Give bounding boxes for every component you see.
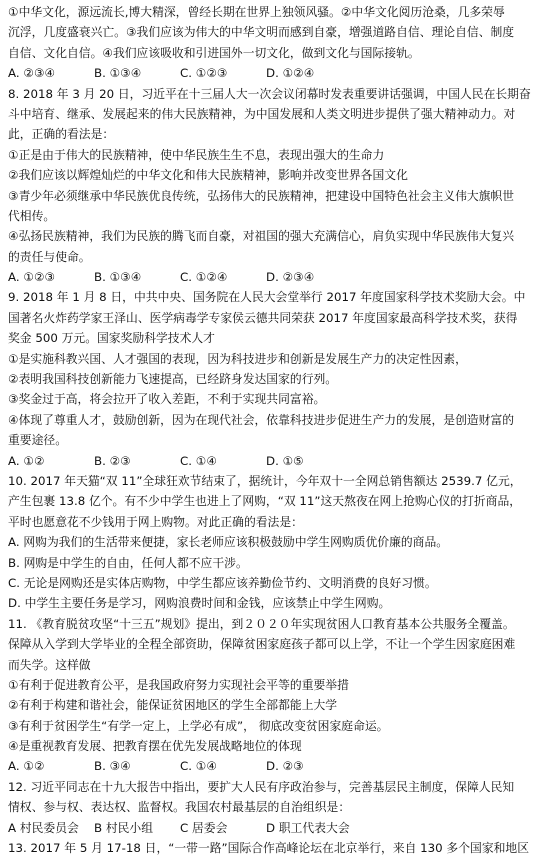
answer-option: A 村民委员会 (8, 820, 79, 835)
answer-option: D. ①②④ (266, 66, 315, 81)
answer-option: B. ③④ (94, 759, 131, 774)
answer-option: B. ①③④ (94, 270, 142, 285)
text-line: ④是重视教育发展、把教育摆在优先发展战略地位的体现 (8, 739, 302, 754)
text-line: 13. 2017 年 5 月 17-18 日，“一带一路”国际合作高峰论坛在北京举行，来自 130 多个国家和地区 (8, 841, 530, 856)
text-line: ③奖金过于高，将会拉开了收入差距，不利于实现共同富裕。 (8, 392, 326, 407)
text-line: C. 无论是网购还是实体店购物，中学生都应该养勤俭节约、文明消费的良好习惯。 (8, 575, 437, 590)
text-line: 的责任与使命。 (8, 249, 91, 264)
text-line: 10. 2017 年天猫“双 11”全球狂欢节结束了，据统计，今年双十一全网总销售额达 2539.7 亿元， (8, 473, 522, 488)
text-line: 斗中培育、继承、发展起来的伟大民族精神，为中国发展和人类文明进步提供了强大精神动力。对 (8, 106, 516, 121)
answer-option: C 居委会 (180, 820, 228, 835)
text-line: ④体现了尊重人才，鼓励创新，因为在现代社会，依靠科技进步促进生产力的发展，是创造财富的 (8, 412, 515, 427)
text-line: ③有利于贫困学生“有学一定上，上学必有成”， 彻底改变贫困家庭命运。 (8, 718, 389, 733)
text-line: 情权、参与权、表达权、监督权。我国农村最基层的自治组织是： (8, 800, 351, 815)
text-line: 国著名火炸药学家王泽山、医学病毒学专家侯云德共同荣获 2017 年度国家最高科学技术奖，获得 (8, 310, 518, 325)
text-line: 12. 习近平同志在十九大报告中指出，要扩大人民有序政治参与，完善基层民主制度，保障人民知 (8, 779, 515, 794)
exam-text-body (8, 2, 552, 858)
text-line: ①正是由于伟大的民族精神，使中华民族生生不息，表现出强大的生命力 (8, 147, 385, 162)
text-line: B. 网购是中学生的自由，任何人都不应干涉。 (8, 555, 248, 570)
text-line: ②我们应该以辉煌灿烂的中华文化和伟大民族精神，影响并改变世界各国文化 (8, 168, 408, 183)
text-line: 11. 《教育脱贫攻坚“十三五”规划》提出，到２０２０年实现贫困人口教育基本公共服务全覆盖。 (8, 616, 515, 631)
text-line: 奖金 500 万元。国家奖励科学技术人才 (8, 331, 215, 346)
text-line: ①是实施科教兴国、人才强国的表现，因为科技进步和创新是发展生产力的决定性因素， (8, 351, 467, 366)
answer-option: B. ②③ (94, 453, 131, 468)
answer-option: C. ①④ (180, 759, 217, 774)
text-line: 产生包裹 13.8 亿个。有不少中学生也进上了网购，“双 11”这天熬夜在网上抢购心仪的打折商品， (8, 494, 522, 509)
text-line: 而失学。这样做 (8, 657, 91, 672)
text-line: ②有利于构建和谐社会，能保证贫困地区的学生全部都能上大学 (8, 698, 338, 713)
answer-option: D. ②③ (266, 759, 304, 774)
answer-option: D. ①⑤ (266, 453, 304, 468)
text-line: A. 网购为我们的生活带来便捷，家长老师应该积极鼓励中学生网购质优价廉的商品。 (8, 535, 449, 550)
text-line: ②表明我国科技创新能力飞速提高，已经跻身发达国家的行列。 (8, 372, 338, 387)
text-line: 自信、文化自信。④我们应该吸收和引进国外一切文化，做到文化与国际接轨。 (8, 45, 420, 60)
answer-option: C. ①②③ (180, 66, 228, 81)
text-line: ①有利于促进教育公平，是我国政府努力实现社会平等的重要举措 (8, 677, 349, 692)
text-line: 保障从入学到大学毕业的全程全部资助，保障贫困家庭孩子都可以上学，不让一个学生因家庭困难 (8, 637, 516, 652)
answer-option: B. ①③④ (94, 66, 142, 81)
answer-option: C. ①②④ (180, 270, 228, 285)
answer-option: C. ①④ (180, 453, 217, 468)
text-line: 9. 2018 年 1 月 8 日，中共中央、国务院在人民大会堂举行 2017 年度国家科学技术奖励大会。中 (8, 290, 526, 305)
text-line: ③青少年必须继承中华民族优良传统，弘扬伟大的民族精神，把建设中国特色社会主义伟大旗帜世 (8, 188, 515, 203)
answer-options-row (8, 451, 552, 471)
answer-option: A. ①② (8, 759, 45, 774)
text-line: 代相传。 (8, 208, 56, 223)
answer-options-row (8, 267, 552, 287)
answer-option: D 职工代表大会 (266, 820, 350, 835)
text-line: ①中华文化，源远流长,博大精深，曾经长期在世界上独领风骚。②中华文化阅历沧桑，几多荣辱 (8, 5, 505, 19)
answer-option: B 村民小组 (94, 820, 154, 835)
answer-option: A. ②③④ (8, 66, 56, 81)
text-line: 沉浮，几度盛衰兴亡。③我们应该为伟大的中华文明而感到自豪，增强道路自信、理论自信、制度 (8, 25, 515, 40)
text-line: D. 中学生主要任务是学习，网购浪费时间和金钱，应该禁止中学生网购。 (8, 596, 391, 611)
answer-options-row (8, 756, 552, 776)
text-line: 此，正确的看法是： (8, 127, 115, 142)
text-line: 平时也愿意花不少钱用于网上购物。对此正确的看法是： (8, 514, 303, 529)
text-line: ④弘扬民族精神，我们为民族的腾飞而自豪，对祖国的强大充满信心，肩负实现中华民族伟大复兴 (8, 229, 515, 244)
answer-option: A. ①② (8, 453, 45, 468)
answer-option: D. ②③④ (266, 270, 315, 285)
answer-option: A. ①②③ (8, 270, 56, 285)
answer-options-row (8, 63, 552, 83)
text-line: 8. 2018 年 3 月 20 日，习近平在十三届人大一次会议闭幕时发表重要讲话强调，中国人民在长期奋 (8, 86, 531, 101)
answer-options-row (8, 818, 552, 838)
text-line: 重要途径。 (8, 433, 67, 448)
